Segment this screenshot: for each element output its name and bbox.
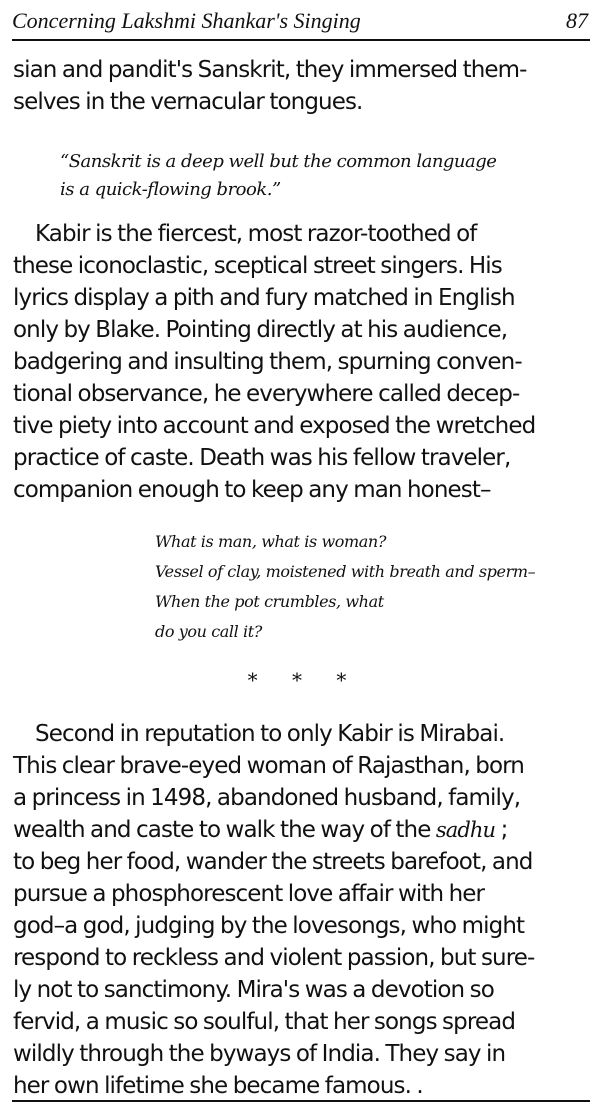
paragraph-line: ly not to sanctimony. Mira's was a devotion so — [13, 977, 494, 1003]
verse-line: do you call it? — [155, 622, 262, 641]
line-text: wealth and caste to walk the way of the — [13, 817, 436, 843]
paragraph-line: tive piety into account and exposed the wretched — [13, 413, 536, 439]
paragraph-line: selves in the vernacular tongues. — [13, 89, 363, 115]
paragraph-line: her own lifetime she became famous. . — [13, 1073, 423, 1099]
paragraph-line: practice of caste. Death was his fellow traveler, — [13, 445, 511, 471]
italic-word: sadhu — [435, 818, 496, 842]
paragraph-line: only by Blake. Pointing directly at his audience, — [13, 317, 508, 343]
line-punctuation: ; — [495, 817, 508, 843]
quote-line: “Sanskrit is a deep well but the common language — [60, 151, 497, 172]
footer-rule — [12, 1100, 590, 1102]
paragraph-line: pursue a phosphorescent love affair with her — [13, 881, 485, 907]
section-break: * * * — [247, 668, 361, 692]
verse-line: Vessel of clay, moistened with breath and sperm– — [155, 562, 536, 581]
paragraph-line: sian and pandit's Sanskrit, they immersed them- — [13, 57, 527, 83]
paragraph-line: fervid, a music so soulful, that her songs spread — [13, 1009, 516, 1035]
paragraph-line: these iconoclastic, sceptical street singers. His — [13, 253, 502, 279]
verse-line: When the pot crumbles, what — [155, 592, 384, 611]
paragraph-line: god–a god, judging by the lovesongs, who might — [13, 913, 525, 939]
paragraph-line: respond to reckless and violent passion, but sure- — [13, 945, 535, 971]
block-quote — [60, 148, 580, 204]
paragraph-2 — [13, 218, 593, 506]
quote-line: is a quick-flowing brook.” — [60, 179, 281, 200]
paragraph-line: badgering and insulting them, spurning conven- — [13, 349, 522, 375]
paragraph-line: Second in reputation to only Kabir is Mirabai. — [35, 721, 505, 747]
paragraph-line: companion enough to keep any man honest– — [13, 477, 491, 503]
paragraph-1 — [13, 54, 593, 118]
paragraph-line: tional observance, he everywhere called decep- — [13, 381, 520, 407]
paragraph-line: This clear brave-eyed woman of Rajasthan, born — [13, 753, 524, 779]
verse-line: What is man, what is woman? — [155, 532, 386, 551]
paragraph-3 — [13, 718, 593, 1102]
page-number: 87 — [566, 8, 588, 33]
paragraph-line: Kabir is the fiercest, most razor-toothed of — [35, 221, 477, 247]
paragraph-line-with-italic — [13, 814, 593, 846]
paragraph-line: lyrics display a pith and fury matched in English — [13, 285, 515, 311]
paragraph-line: to beg her food, wander the streets barefoot, and — [13, 849, 533, 875]
paragraph-line: wildly through the byways of India. They say in — [13, 1041, 506, 1067]
paragraph-line: a princess in 1498, abandoned husband, family, — [13, 785, 521, 811]
verse-block — [155, 527, 595, 647]
header-rule — [12, 39, 590, 41]
running-head-title: Concerning Lakshmi Shankar's Singing — [12, 8, 361, 33]
running-head — [12, 6, 590, 36]
